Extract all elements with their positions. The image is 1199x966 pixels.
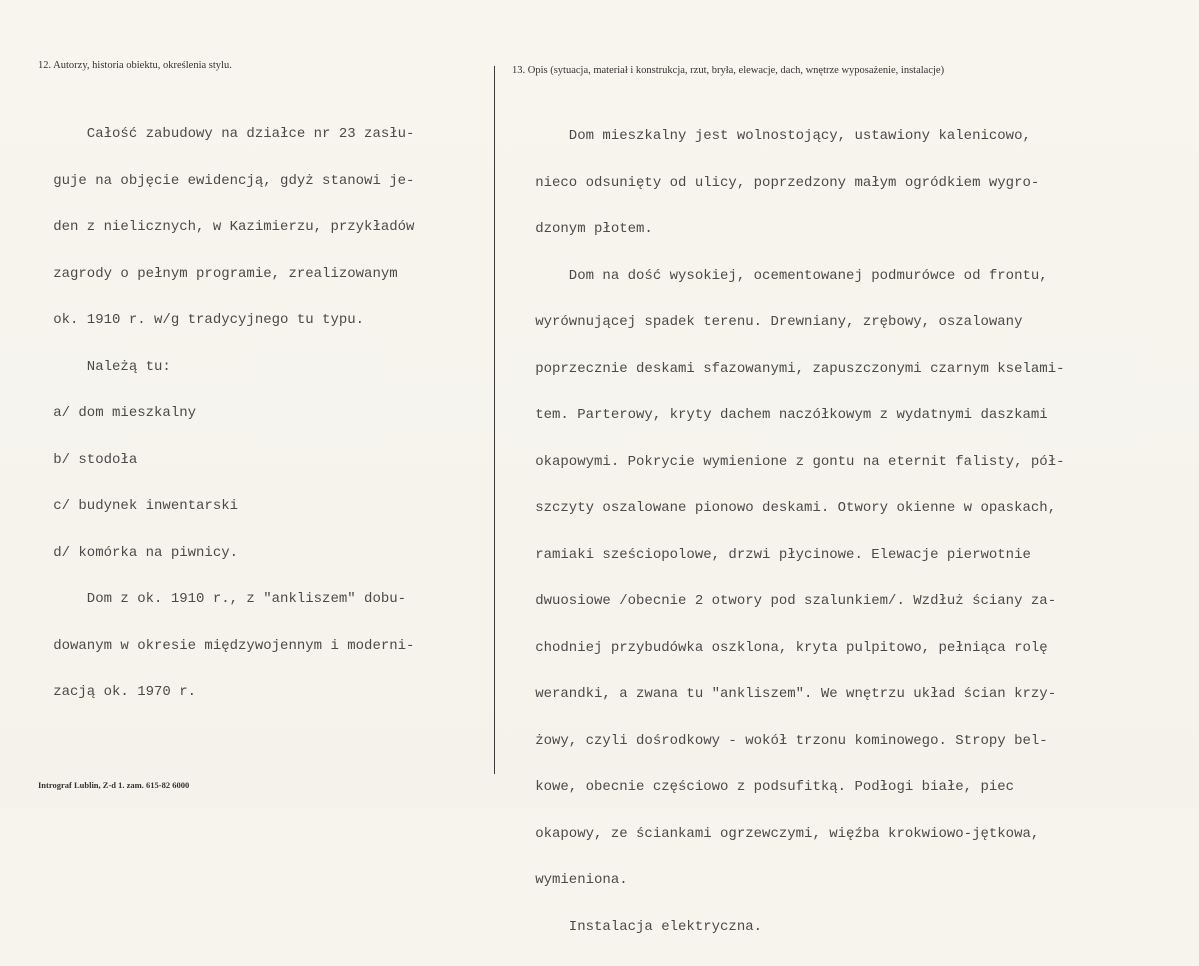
section-13-body (510, 98, 1065, 966)
text-line: kowe, obecnie częściowo z podsufitką. Podłogi białe, piec (510, 779, 1015, 795)
text-line: zacją ok. 1970 r. (28, 684, 197, 700)
section-12-body (28, 96, 414, 732)
text-line: żowy, czyli dośrodkowy - wokół trzonu kominowego. Stropy bel- (510, 732, 1048, 749)
text-line: Dom z ok. 1910 r., z "ankliszem" dobu- (28, 591, 407, 607)
text-line: ok. 1910 r. w/g tradycyjnego tu typu. (28, 312, 365, 328)
text-line: Całość zabudowy na działce nr 23 zasłu- (28, 126, 415, 142)
text-line: ramiaki sześciopolowe, drzwi płycinowe. Elewacje pierwotnie (510, 546, 1031, 563)
list-item: b/ stodoła (28, 451, 138, 468)
text-line: poprzecznie deskami sfazowanymi, zapuszczonymi czarnym kselami- (510, 360, 1065, 377)
text-line: wyrównującej spadek terenu. Drewniany, zrębowy, oszalowany (510, 314, 1023, 330)
text-line: Należą tu: (28, 358, 171, 375)
text-line: werandki, a zwana tu "ankliszem". We wnętrzu układ ścian krzy- (510, 686, 1057, 702)
text-line: tem. Parterowy, kryty dachem naczółkowym z wydatnymi daszkami (510, 407, 1048, 423)
text-line: szczyty oszalowane pionowo deskami. Otwory okienne w opaskach, (510, 500, 1057, 516)
text-line: dowanym w okresie międzywojennym i moderni- (28, 637, 415, 654)
text-line: wymieniona. (510, 872, 628, 888)
text-line: guje na objęcie ewidencją, gdyż stanowi je- (28, 172, 415, 189)
text-line: Instalacja elektryczna. (510, 918, 763, 935)
text-line: dzonym płotem. (510, 221, 653, 237)
list-item: a/ dom mieszkalny (28, 405, 197, 421)
printer-imprint: Intrograf Lublin, Z-d 1. zam. 615-82 6000 (38, 780, 190, 790)
text-line: okapowymi. Pokrycie wymienione z gontu na eternit falisty, pół- (510, 453, 1065, 470)
text-line: den z nielicznych, w Kazimierzu, przykładów (28, 219, 415, 235)
list-item: c/ budynek inwentarski (28, 498, 239, 514)
column-divider (494, 66, 495, 774)
text-line: nieco odsunięty od ulicy, poprzedzony małym ogródkiem wygro- (510, 174, 1040, 191)
text-line: okapowy, ze ściankami ogrzewczymi, więźba krokwiowo-jętkowa, (510, 825, 1040, 842)
text-line: zagrody o pełnym programie, zrealizowanym (28, 265, 398, 282)
text-line: Dom mieszkalny jest wolnostojący, ustawiony kalenicowo, (510, 128, 1031, 144)
text-line: Dom na dość wysokiej, ocementowanej podmurówce od frontu, (510, 267, 1048, 284)
section-13-header: 13. Opis (sytuacja, materiał i konstrukcja, rzut, bryła, elewacje, dach, wnętrze wyposażenie, instalacje) (512, 65, 945, 76)
section-12-header: 12. Autorzy, historia obiektu, określenia stylu. (38, 60, 232, 71)
text-line: chodniej przybudówka oszklona, kryta pulpitowo, pełniąca rolę (510, 639, 1048, 656)
list-item: d/ komórka na piwnicy. (28, 544, 239, 561)
text-line: dwuosiowe /obecnie 2 otwory pod szalunkiem/. Wzdłuż ściany za- (510, 593, 1057, 609)
